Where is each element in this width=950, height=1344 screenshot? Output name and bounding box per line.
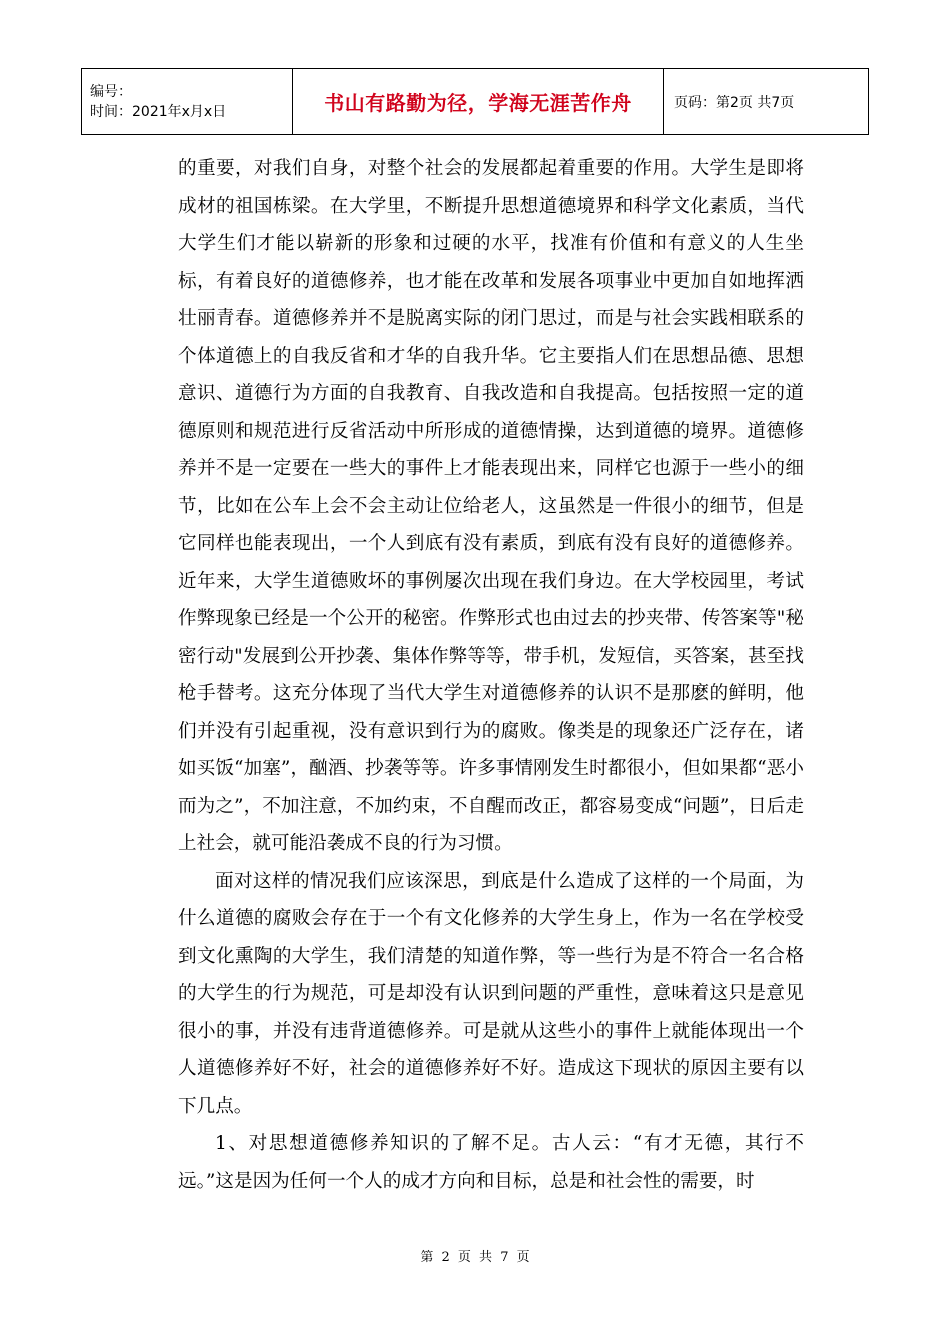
page-footer: 第 2 页 共 7 页 (420, 1250, 530, 1265)
header-meta (82, 69, 293, 135)
document-date: 时间：2021年x月x日 (90, 103, 227, 120)
body-paragraph: 的重要，对我们自身，对整个社会的发展都起着重要的作用。大学生是即将成材的祖国栋梁。在大学里，不断提升思想道德境界和科学文化素质，当代大学生们才能以崭新的形象和过硬的水平，找准有价值和有意义的人生坐标，有着良好的道德修养，也才能在改革和发展各项事业中更加自如地挥洒壮丽青春。道德修养并不是脱离实际的闭门思过，而是与社会实践相联系的个体道德上的自我反省和才华的自我升华。它主要指人们在思想品德、思想意识、道德行为方面的自我教育、自我改造和自我提高。包括按照一定的道德原则和规范进行反省活动中所形成的道德情操，达到道德的境界。道德修养并不是一定要在一些大的事件上才能表现出来，同样它也源于一些小的细节，比如在公车上会不会主动让位给老人，这虽然是一件很小的细节，但是它同样也能表现出，一个人到底有没有素质，到底有没有良好的道德修养。近年来，大学生道德败坏的事例屡次出现在我们身边。在大学校园里，考试作弊现象已经是一个公开的秘密。作弊形式也由过去的抄夹带、传答案等"秘密行动"发展到公开抄袭、集体作弊等等，带手机，发短信，买答案，甚至找枪手替考。这充分体现了当代大学生对道德修养的认识不是那麽的鲜明，他们并没有引起重视，没有意识到行为的腐败。像类是的现象还广泛存在，诸如买饭“加塞”，酗酒、抄袭等等。许多事情刚发生时都很小，但如果都“恶小而为之”，不加注意，不加约束，不自醒而改正，都容易变成“问题”，日后走上社会，就可能沿袭成不良的行为习惯。 (178, 158, 804, 854)
document-number-label: 编号： (90, 83, 132, 100)
document-body (178, 150, 804, 1200)
header-page-code: 页码：第2页 共7页 (664, 69, 869, 135)
page-header (81, 68, 869, 135)
header-motto: 书山有路勤为径，学海无涯苦作舟 (293, 69, 664, 135)
body-paragraph: 面对这样的情况我们应该深思，到底是什么造成了这样的一个局面，为什么道德的腐败会存在于一个有文化修养的大学生身上，作为一名在学校受到文化熏陶的大学生，我们清楚的知道作弊，等一些行为是不符合一名合格的大学生的行为规范，可是却没有认识到问题的严重性，意味着这只是意见很小的事，并没有违背道德修养。可是就从这些小的事件上就能体现出一个人道德修养好不好，社会的道德修养好不好。造成这下现状的原因主要有以下几点。 (178, 870, 804, 1117)
body-paragraph: 1、对思想道德修养知识的了解不足。古人云：“有才无德，其行不远。”这是因为任何一个人的成才方向和目标，总是和社会性的需要，时 (178, 1133, 804, 1192)
